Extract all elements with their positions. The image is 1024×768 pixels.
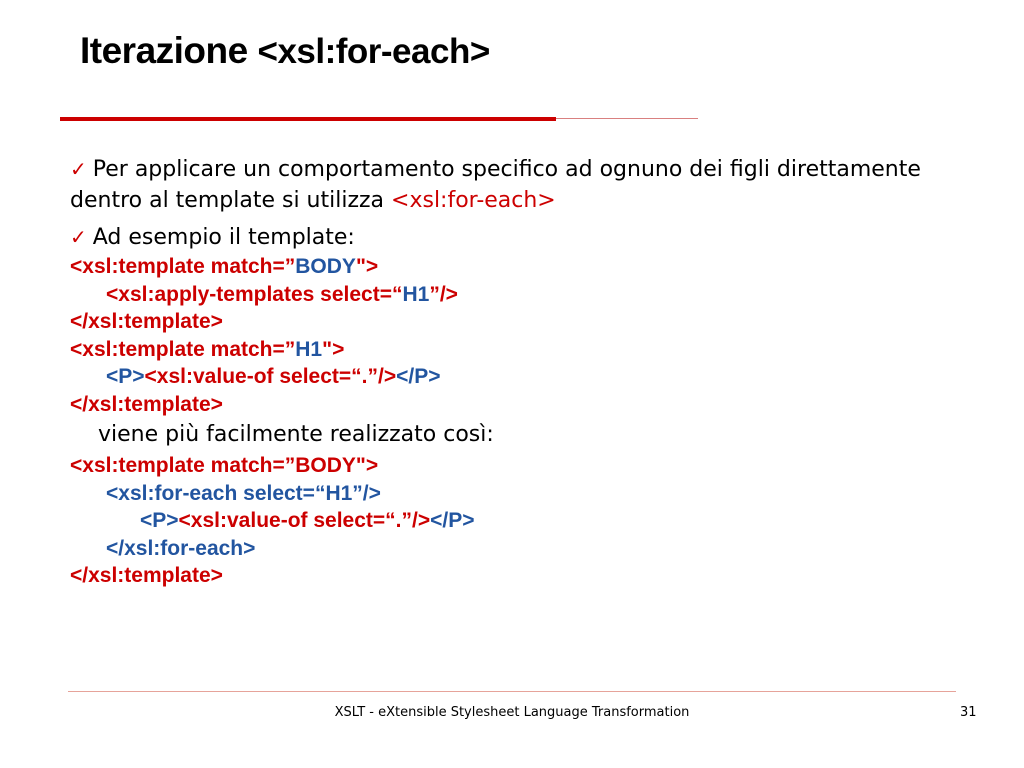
code-token: <xsl:template match=” (70, 337, 296, 361)
title-underline-thin (556, 118, 698, 119)
code-token-highlight: <P> (140, 509, 179, 532)
checkmark-icon: ✓ (70, 225, 87, 249)
code-line (70, 281, 990, 309)
code-token-highlight: BODY (295, 255, 356, 278)
code-line (70, 480, 990, 508)
bullet-text: Per applicare un comportamento specifico ad ognuno dei figli direttamente dentro al template si utilizza (70, 157, 921, 213)
footer-title: XSLT - eXtensible Stylesheet Language Transformation (334, 705, 690, 720)
title-underline-thick (60, 117, 556, 121)
code-token: "> (322, 337, 345, 361)
slide-title (80, 30, 490, 72)
bullet-item (70, 154, 990, 216)
code-line: </xsl:template> (70, 392, 223, 416)
code-line (70, 253, 990, 281)
checkmark-icon: ✓ (70, 157, 87, 181)
code-token-highlight: </P> (396, 365, 441, 388)
code-token-highlight: H1 (295, 337, 323, 361)
code-line (70, 507, 990, 535)
code-block-apply-templates (70, 253, 990, 418)
code-token-highlight: <P> (106, 365, 145, 388)
code-line (70, 363, 990, 391)
code-line (70, 535, 990, 563)
code-token: <xsl:apply-templates select=“ (106, 282, 403, 306)
code-line: </xsl:template> (70, 564, 223, 587)
code-token-highlight: </P> (430, 509, 475, 532)
code-token: <xsl:value-of select=“.”/> (178, 509, 431, 532)
slide-title-code: <xsl:for-each> (257, 32, 490, 71)
code-line (70, 336, 990, 364)
bullet-text: Ad esempio il template: (92, 225, 355, 250)
page-number: 31 (960, 705, 977, 720)
code-line: <xsl:template match=”BODY"> (70, 454, 379, 477)
code-block-for-each (70, 452, 990, 590)
slide-title-word: Iterazione (80, 30, 248, 71)
bullet-item (70, 222, 990, 253)
code-token: ”/> (429, 282, 458, 306)
transition-text: viene più facilmente realizzato così: (98, 422, 494, 447)
bullet-inline-code: <xsl:for-each> (391, 188, 556, 213)
code-token: <xsl:value-of select=“.”/> (144, 365, 397, 388)
code-token: <xsl:template match=” (70, 255, 296, 278)
slide-content (70, 154, 990, 590)
footer-divider (68, 691, 956, 692)
code-token-highlight: H1 (402, 282, 430, 306)
code-token: "> (355, 255, 379, 278)
code-token-highlight: <xsl:for-each select=“H1”/> (106, 481, 381, 505)
code-line: </xsl:template> (70, 310, 223, 333)
code-token-highlight: </xsl:for-each> (106, 536, 256, 560)
